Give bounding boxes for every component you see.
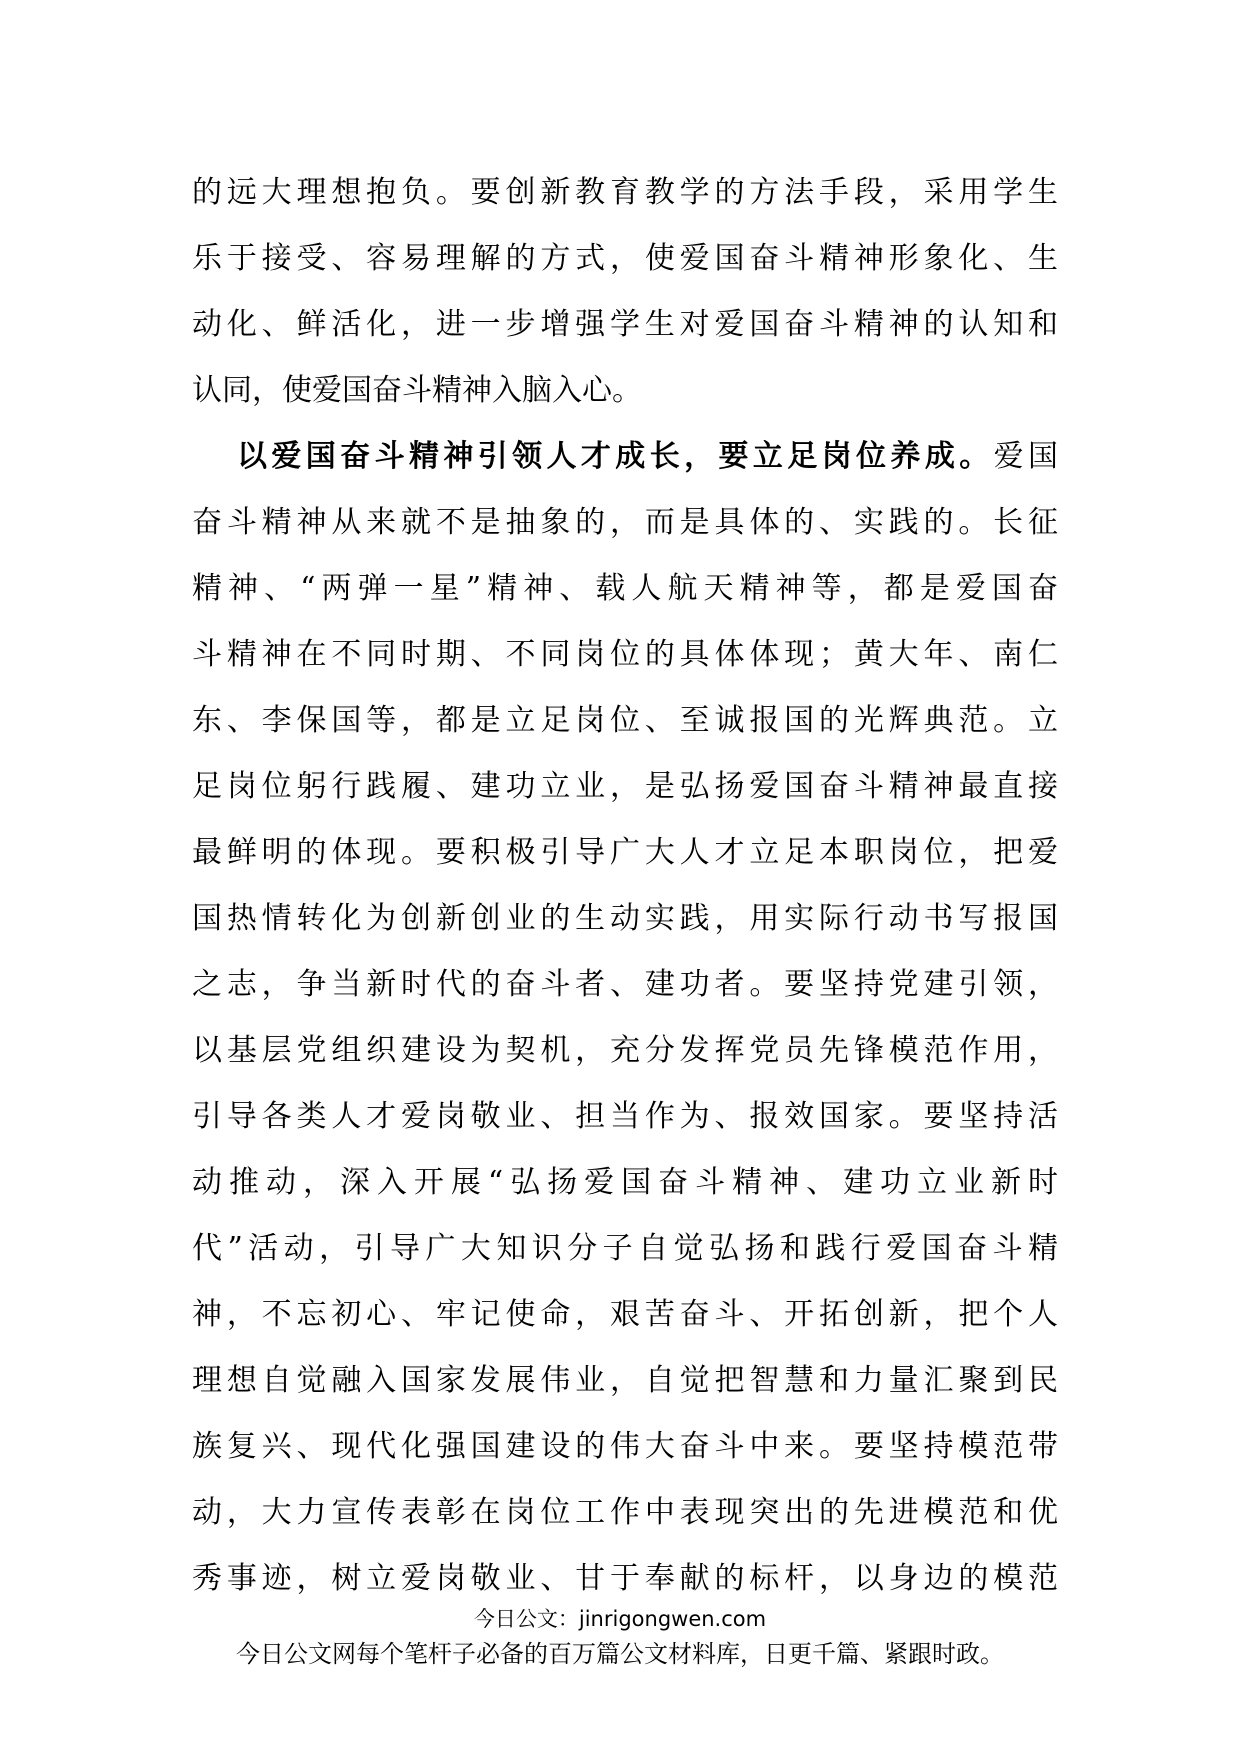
body-line-4: 认同，使爱国奋斗精神入脑入心。 [192, 373, 642, 408]
body-line-20: 族复兴、现代化强国建设的伟大奋斗中来。要坚持模范带 [192, 1429, 1058, 1464]
body-line-6: 奋斗精神从来就不是抽象的，而是具体的、实践的。长征 [192, 505, 1058, 540]
document-body [192, 160, 1058, 1612]
body-line-19: 理想自觉融入国家发展伟业，自觉把智慧和力量汇聚到民 [192, 1363, 1058, 1398]
section-paragraph-first-line [192, 424, 1058, 490]
body-line-21: 动，大力宣传表彰在岗位工作中表现突出的先进模范和优 [192, 1495, 1058, 1530]
body-line-1: 的远大理想抱负。要创新教育教学的方法手段，采用学生 [192, 175, 1058, 210]
body-line-15: 引导各类人才爱岗敬业、担当作为、报效国家。要坚持活 [192, 1099, 1058, 1134]
body-line-13: 之志，争当新时代的奋斗者、建功者。要坚持党建引领， [192, 967, 1058, 1002]
body-line-2: 乐于接受、容易理解的方式，使爱国奋斗精神形象化、生 [192, 241, 1058, 276]
body-line-8: 斗精神在不同时期、不同岗位的具体体现；黄大年、南仁 [192, 637, 1058, 672]
body-line-12: 国热情转化为创新创业的生动实践，用实际行动书写报国 [192, 901, 1058, 936]
footer-tagline: 今日公文网每个笔杆子必备的百万篇公文材料库，日更千篇、紧跟时政。 [236, 1640, 1004, 1668]
body-line-18: 神，不忘初心、牢记使命，艰苦奋斗、开拓创新，把个人 [192, 1297, 1058, 1332]
body-line-16: 动推动，深入开展“弘扬爱国奋斗精神、建功立业新时 [192, 1165, 1058, 1200]
body-line-3: 动化、鲜活化，进一步增强学生对爱国奋斗精神的认知和 [192, 307, 1058, 342]
body-line-10: 足岗位躬行践履、建功立业，是弘扬爱国奋斗精神最直接 [192, 769, 1058, 804]
section-first-line-text: 爱国 [993, 439, 1058, 474]
body-line-9: 东、李保国等，都是立足岗位、至诚报国的光辉典范。立 [192, 703, 1058, 738]
footer-site-line: 今日公文：jinrigongwen.com [473, 1607, 767, 1631]
body-line-14: 以基层党组织建设为契机，充分发挥党员先锋模范作用， [192, 1033, 1058, 1068]
body-line-22: 秀事迹，树立爱岗敬业、甘于奉献的标杆，以身边的模范 [192, 1561, 1058, 1596]
section-heading: 以爱国奋斗精神引领人才成长，要立足岗位养成。 [237, 439, 994, 474]
body-line-7: 精神、“两弹一星”精神、载人航天精神等，都是爱国奋 [192, 571, 1058, 606]
body-line-17: 代”活动，引导广大知识分子自觉弘扬和践行爱国奋斗精 [192, 1231, 1058, 1266]
body-line-11: 最鲜明的体现。要积极引导广大人才立足本职岗位，把爱 [192, 835, 1058, 870]
